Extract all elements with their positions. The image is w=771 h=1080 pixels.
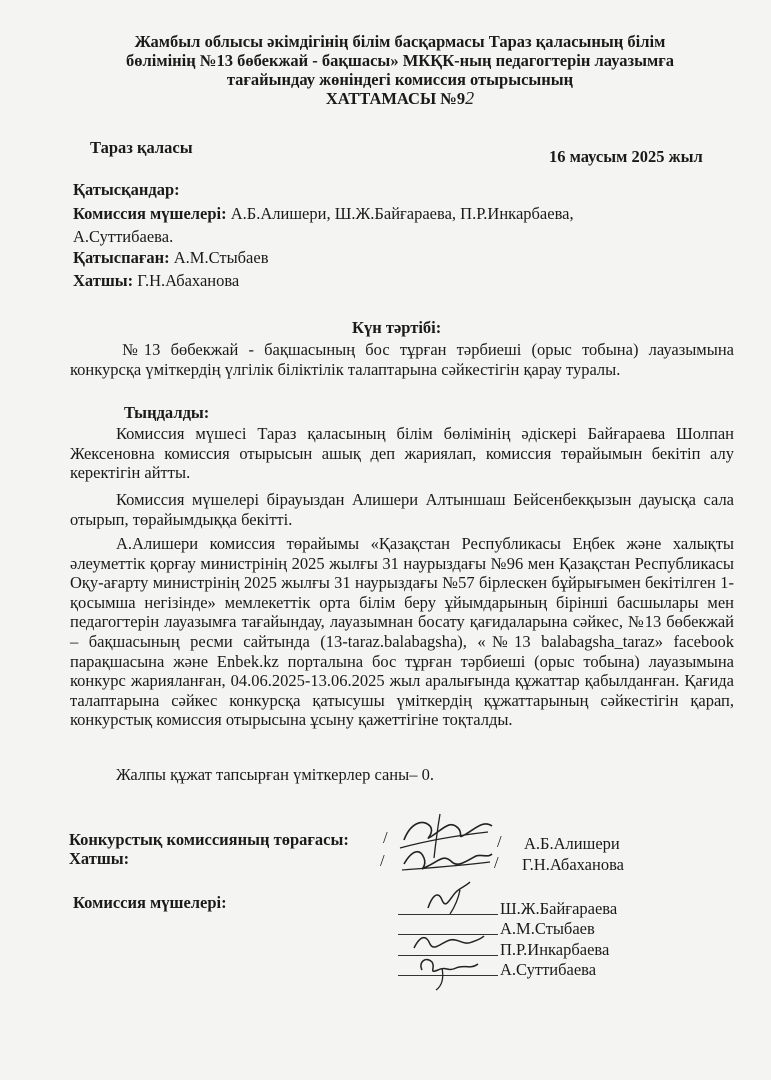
members-value-2: А.Суттибаева. xyxy=(73,227,174,246)
place-text: Тараз қаласы xyxy=(90,138,193,157)
protocol-title-text: ХАТТАМАСЫ №9 xyxy=(325,89,466,108)
header-line-3: тағайындау жөніндегі комиссия отырысының xyxy=(226,70,574,89)
agenda-text-body: №13 бөбекжай - бақшасының бос тұрған тәрбиеші (орыс тобына) лауазымына конкурсқа үміткердің үлгілік біліктілік талаптарына сәйкестігін қарау туралы. xyxy=(70,340,734,379)
chair-name: А.Б.Алишери xyxy=(524,834,620,853)
heard-paragraph-1-text: Комиссия мүшесі Тараз қаласының білім бөлімінің әдіскері Байғараева Шолпан Жексеновна комиссия отырысын ашық деп жариялап, комиссия төрайымын бекітіп алу керектігін айтты. xyxy=(70,424,734,483)
secretary-value: Г.Н.Абаханова xyxy=(133,271,240,290)
secretary-label: Хатшы: xyxy=(73,271,134,290)
secretary-slash: / xyxy=(380,851,385,870)
chair-slash: / xyxy=(383,828,388,847)
chair-label: Конкурстық комиссияның төрағасы: xyxy=(69,830,349,849)
member4-signature xyxy=(412,950,492,994)
members-sign-label: Комиссия мүшелері: xyxy=(73,893,227,912)
members-value: А.Б.Алишери, Ш.Ж.Байғараева, П.Р.Инкарбаева, xyxy=(226,204,574,223)
agenda-heading: Күн тәртібі: xyxy=(352,318,442,337)
members-label: Комиссия мүшелері: xyxy=(73,204,227,223)
header-line-2: бөлімінің №13 бөбекжай - бақшасы» МКҚК-ның педагогтерін лауазымға xyxy=(126,51,674,70)
secretary-signature xyxy=(398,840,498,880)
member4-name: А.Суттибаева xyxy=(500,960,597,979)
protocol-title xyxy=(70,89,730,108)
secretary-line xyxy=(73,271,239,290)
heard-heading: Тыңдалды: xyxy=(124,403,210,422)
secretary-sign-name: Г.Н.Абаханова xyxy=(522,855,624,874)
absent-value: А.М.Стыбаев xyxy=(169,248,269,267)
heard-paragraph-3 xyxy=(70,534,734,730)
agenda-text xyxy=(70,340,734,379)
heard-paragraph-4 xyxy=(70,765,734,785)
protocol-number-handwritten: 2 xyxy=(465,88,475,108)
member3-name: П.Р.Инкарбаева xyxy=(500,940,610,959)
heard-paragraph-2 xyxy=(70,490,734,529)
absent-line xyxy=(73,248,269,267)
member1-name: Ш.Ж.Байғараева xyxy=(500,899,618,918)
heard-paragraph-1 xyxy=(70,424,734,483)
participants-heading: Қатысқандар: xyxy=(73,180,180,199)
document-header xyxy=(70,32,730,108)
members-line xyxy=(73,204,574,223)
heard-paragraph-4-text: Жалпы құжат тапсырған үміткерлер саны– 0. xyxy=(116,765,434,784)
absent-label: Қатыспаған: xyxy=(73,248,170,267)
heard-paragraph-3-text: А.Алишери комиссия төрайымы «Қазақстан Республикасы Еңбек және халықты әлеуметтік қорғау министрінің 2025 жылғы 31 наурыздағы №96 мен Қазақстан Республикасы Оқу-ағарту министрінің 2025 жылғы 31 наурыздағы №57 бірлескен бұйрығымен бекітілген 1-қосымша негізінде» мемлекеттік орта білім беру ұйымдарының бірінші басшылары мен педагогтерін лауазымға тағайындау, лауазымнан босату қағидаларына сәйкес, №13 бөбекжай – бақшасының ресми сайтында (13-taraz.balabagsha), «№13 balabagsha_taraz» facebook парақшасына және Enbek.kz порталына бос тұрған тәрбиеші (орыс тобына) лауазымына конкурс жарияланған, 04.06.2025-13.06.2025 жыл аралығында құжаттар қабылданған. Қағида талаптарына сәйкес конкурсқа қатысушы үміткердің құжаттарының сәйкестігін қарап, конкурстық комиссия отырысына ұсыну қажеттігіне тоқталды. xyxy=(70,534,734,730)
date-text: 16 маусым 2025 жыл xyxy=(549,147,703,166)
secretary-slash-2: / xyxy=(494,853,499,872)
secretary-sign-label: Хатшы: xyxy=(69,849,130,868)
chair-slash-2: / xyxy=(497,832,502,851)
member2-name: А.М.Стыбаев xyxy=(500,919,595,938)
header-line-1: Жамбыл облысы әкімдігінің білім басқармасы Тараз қаласының білім xyxy=(134,32,666,51)
heard-paragraph-2-text: Комиссия мүшелері бірауыздан Алишери Алтыншаш Бейсенбекқызын дауысқа сала отырып, төрайымдыққа бекітті. xyxy=(70,490,734,529)
member1-signature xyxy=(420,878,480,918)
